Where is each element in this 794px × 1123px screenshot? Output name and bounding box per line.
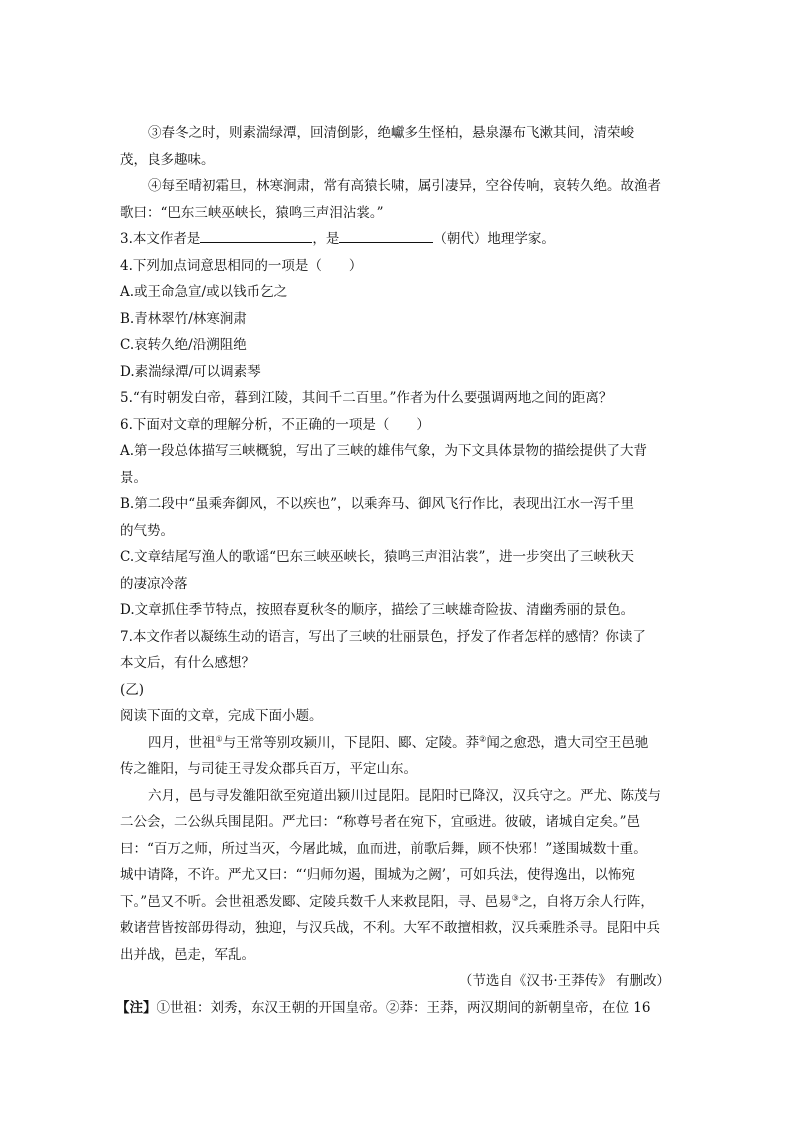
passage-yi-p2-line-2: 二公会，二公纵兵围昆阳。严尤曰：“称尊号者在宛下，宜亟进。彼破，诸城自定矣。”邑 (120, 814, 641, 830)
question-3-prefix: 3.本文作者是 (120, 231, 201, 247)
paragraph-4-line-1: ④每至晴初霜旦，林寒涧肃，常有高猿长啸，属引凄异，空谷传响，哀转久绝。故渔者 (148, 178, 661, 194)
paragraph-4-line-2: 歌曰：“巴东三峡巫峡长，猿鸣三声泪沾裳。” (120, 204, 384, 221)
passage-yi-p1-line-2: 传之雒阳，与司徒王寻发众郡兵百万，平定山东。 (120, 761, 417, 777)
section-yi-heading: (乙) (120, 681, 145, 698)
question-6-option-a-line-1: A.第一段总体描写三峡概貌，写出了三峡的雄伟气象，为下文具体景物的描绘提供了大背 (120, 443, 648, 459)
passage-yi-p2-line-1: 六月，邑与寻发雒阳欲至宛道出颍川过昆阳。昆阳时已降汉，汉兵守之。严尤、陈茂与 (148, 787, 661, 804)
passage-yi-p2-line-7: 出并战，邑走，军乱。 (120, 946, 255, 963)
document-body (116, 120, 680, 1021)
passage-yi-p1-line-1 (120, 730, 680, 757)
passage-yi-p2-line-6: 敕诸营皆按部毋得动，独迎，与汉兵战，不利。大军不敢擅相救，汉兵乘胜杀寻。昆阳中兵 (120, 920, 660, 936)
author-blank[interactable] (200, 228, 312, 243)
passage-yi-p2-line-5 (120, 889, 680, 916)
question-4-option-b: B.青林翠竹/林寒涧肃 (120, 310, 247, 327)
question-5: 5.“有时朝发白帝，暮到江陵，其间千二百里。”作者为什么要强调两地之间的距离？ (120, 390, 613, 406)
passage-source: （节选自《汉书·王莽传》 有删改） (458, 973, 670, 989)
footnote-marker-2: ② (479, 734, 487, 743)
passage-text: 四月，世祖 (148, 734, 216, 751)
footnote-marker-1: ① (215, 734, 223, 743)
passage-text: 与王常等别攻颍川，下昆阳、郾、定陵。莽 (222, 734, 480, 751)
passage-text: 之，自将万余人行阵， (518, 893, 654, 910)
question-7-line-1: 7.本文作者以凝练生动的语言，写出了三峡的壮丽景色，抒发了作者怎样的感情？你读了 (120, 628, 646, 645)
passage-yi-p2-line-4: 城中请降，不许。严尤又曰：“‘归师勿遏，围城为之阙’，可如兵法，使得逸出，以怖宛 (120, 867, 635, 883)
question-3-middle: ，是 (312, 231, 340, 247)
dynasty-blank[interactable] (339, 228, 433, 243)
reading-instruction: 阅读下面的文章，完成下面小题。 (120, 708, 323, 724)
question-6-option-c-line-2: 的凄凉冷落 (120, 575, 188, 592)
question-4: 4.下列加点词意思相同的一项是（ ） (120, 257, 363, 274)
paragraph-3-line-2: 茂，良多趣味。 (120, 151, 215, 168)
question-6: 6.下面对文章的理解分析，不正确的一项是（ ） (120, 416, 430, 433)
question-4-option-c: C.哀转久绝/沿溯阻绝 (120, 337, 247, 353)
question-3 (120, 226, 680, 253)
passage-text: 闻之愈恐，遣大司空王邑驰 (486, 734, 649, 751)
question-7-line-2: 本文后，有什么感想？ (120, 655, 255, 671)
footnote-marker-3: ③ (511, 893, 519, 902)
footnote-line (116, 995, 680, 1022)
question-6-option-d: D.文章抓住季节特点，按照春夏秋冬的顺序，描绘了三峡雄奇险拔、清幽秀丽的景色。 (120, 602, 635, 618)
passage-yi-p2-line-3: 曰：“百万之师，所过当灭，今屠此城，血而进，前歌后舞，顾不快邪！”遂围城数十重。 (120, 840, 647, 857)
note-text: ①世祖：刘秀，东汉王朝的开国皇帝。②莽：王莽，两汉期间的新朝皇帝，在位 16 (156, 999, 651, 1016)
question-6-option-a-line-2: 景。 (120, 469, 147, 486)
question-6-option-c-line-1: C.文章结尾写渔人的歌谣“巴东三峡巫峡长，猿鸣三声泪沾裳”，进一步突出了三峡秋天 (120, 549, 634, 565)
passage-text: 下。”邑又不听。会世祖悉发郾、定陵兵数千人来救昆阳，寻、邑易 (120, 893, 512, 910)
note-label: 【注】 (116, 999, 157, 1016)
question-6-option-b-line-2: 的气势。 (120, 522, 174, 539)
question-4-option-a: A.或王命急宣/或以钱币乞之 (120, 284, 288, 300)
question-3-suffix: （朝代）地理学家。 (433, 231, 555, 247)
paragraph-3-line-1: ③春冬之时，则素湍绿潭，回清倒影，绝巘多生怪柏，悬泉瀑布飞漱其间，清荣峻 (148, 125, 634, 141)
question-6-option-b-line-1: B.第二段中“虽乘奔御风，不以疾也”，以乘奔马、御风飞行作比，表现出江水一泻千里 (120, 496, 635, 512)
question-4-option-d: D.素湍绿潭/可以调素琴 (120, 363, 261, 380)
